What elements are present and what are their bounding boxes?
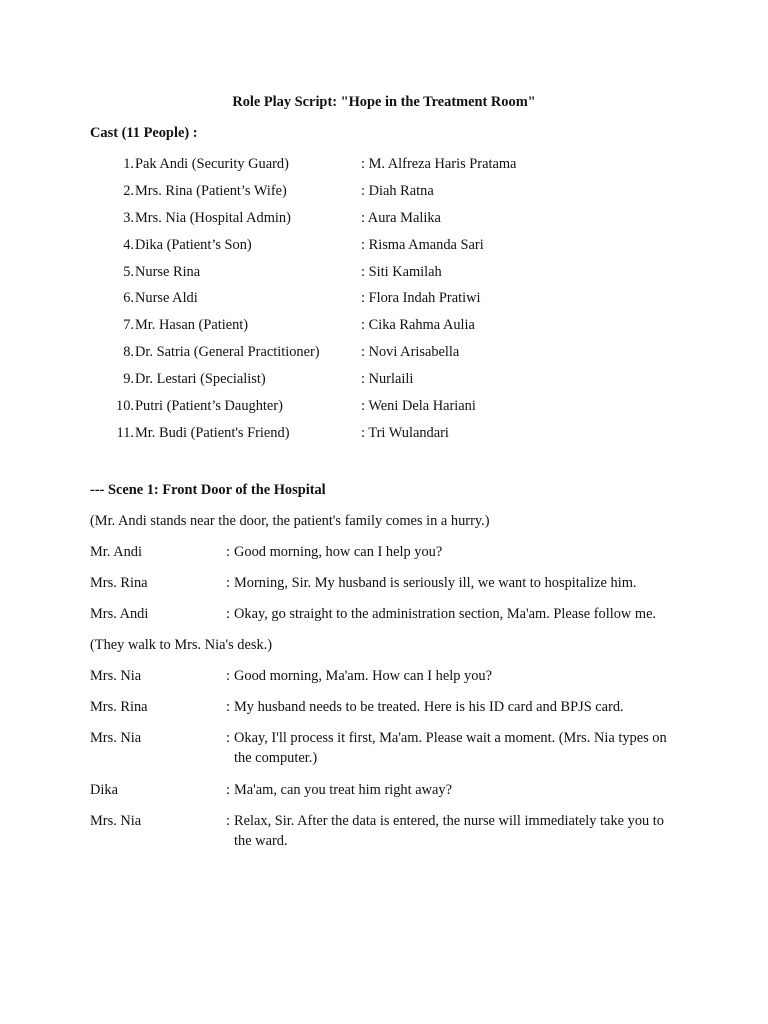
cast-item-role: Nurse Aldi — [135, 290, 198, 307]
dialogue-speaker: Dika — [90, 782, 118, 798]
dialogue-speech: : Ma'am, can you treat him right away? — [226, 780, 678, 800]
scene-heading: --- Scene 1: Front Door of the Hospital — [90, 482, 326, 498]
cast-item — [0, 316, 768, 343]
dialogue-speech: : Good morning, how can I help you? — [226, 542, 678, 562]
cast-item-number: 8. — [123, 344, 134, 361]
cast-item-number: 11. — [116, 424, 134, 441]
cast-item-actor: : Risma Amanda Sari — [361, 236, 484, 253]
cast-item — [0, 343, 768, 370]
cast-item-role: Pak Andi (Security Guard) — [135, 156, 289, 172]
cast-item-actor: : M. Alfreza Haris Pratama — [361, 156, 517, 172]
cast-item-role: Mr. Hasan (Patient) — [135, 317, 249, 334]
cast-item-role: Mrs. Nia (Hospital Admin) — [135, 209, 291, 226]
cast-item — [0, 397, 768, 424]
cast-item — [0, 370, 768, 397]
cast-item-role: Dr. Lestari (Specialist) — [135, 371, 266, 388]
cast-item-number: 10. — [116, 398, 134, 415]
cast-item-number: 7. — [123, 317, 134, 334]
cast-item-number: 2. — [123, 182, 134, 199]
cast-item-role: Nurse Rina — [135, 263, 201, 280]
cast-item-actor: : Aura Malika — [361, 209, 441, 226]
cast-item-number: 6. — [123, 290, 134, 307]
cast-item — [0, 263, 768, 290]
dialogue-speaker: Mrs. Andi — [90, 606, 149, 622]
dialogue-text: Okay, I'll process it first, Ma'am. Please wait a moment. (Mrs. Nia types on the computer.) — [234, 730, 667, 766]
cast-list — [0, 155, 768, 451]
dialogue-text: Okay, go straight to the administration section, Ma'am. Please follow me. — [234, 606, 657, 622]
stage-direction: (Mr. Andi stands near the door, the patient's family comes in a hurry.) — [90, 513, 490, 529]
dialogue-text: Ma'am, can you treat him right away? — [234, 782, 452, 798]
dialogue-text: Good morning, Ma'am. How can I help you? — [234, 668, 492, 684]
cast-item-actor: : Cika Rahma Aulia — [361, 317, 475, 334]
dialogue-text: Relax, Sir. After the data is entered, the nurse will immediately take you to the ward. — [234, 813, 665, 849]
cast-item — [0, 236, 768, 263]
cast-item-actor: : Nurlaili — [361, 371, 414, 388]
cast-item-actor: : Weni Dela Hariani — [361, 398, 476, 415]
cast-item-role: Dr. Satria (General Practitioner) — [135, 344, 320, 361]
dialogue-speech: : Relax, Sir. After the data is entered, the nurse will immediately take you to the ward. — [226, 811, 678, 851]
cast-item — [0, 289, 768, 316]
cast-item-number: 3. — [123, 209, 134, 226]
stage-direction: (They walk to Mrs. Nia's desk.) — [90, 637, 273, 653]
dialogue-speech: : Morning, Sir. My husband is seriously ill, we want to hospitalize him. — [226, 573, 678, 593]
cast-item-actor: : Diah Ratna — [361, 182, 434, 199]
dialogue-text: Good morning, how can I help you? — [234, 544, 443, 560]
cast-item — [0, 155, 768, 182]
dialogue-speech: : Okay, go straight to the administration section, Ma'am. Please follow me. — [226, 604, 678, 624]
dialogue-speaker: Mrs. Nia — [90, 730, 142, 746]
dialogue-text: My husband needs to be treated. Here is his ID card and BPJS card. — [234, 699, 624, 715]
dialogue-speaker: Mrs. Nia — [90, 668, 142, 684]
cast-item-number: 5. — [123, 263, 134, 280]
dialogue-speech: : Okay, I'll process it first, Ma'am. Please wait a moment. (Mrs. Nia types on the computer.) — [226, 728, 678, 768]
cast-item-actor: : Tri Wulandari — [361, 424, 449, 441]
script-title: Role Play Script: "Hope in the Treatment Room" — [232, 94, 536, 110]
dialogue-speaker: Mr. Andi — [90, 544, 142, 560]
cast-item — [0, 424, 768, 451]
cast-item — [0, 209, 768, 236]
dialogue-speaker: Mrs. Rina — [90, 699, 148, 715]
cast-heading: Cast (11 People) : — [90, 125, 198, 141]
cast-item-actor: : Novi Arisabella — [361, 344, 460, 361]
cast-item-number: 1. — [123, 156, 134, 172]
dialogue-speech: : Good morning, Ma'am. How can I help you? — [226, 666, 678, 686]
cast-item-role: Mrs. Rina (Patient’s Wife) — [135, 182, 287, 199]
dialogue-speaker: Mrs. Rina — [90, 575, 148, 591]
cast-item-number: 9. — [123, 371, 134, 388]
cast-item-role: Putri (Patient’s Daughter) — [135, 398, 283, 415]
cast-item — [0, 182, 768, 209]
cast-item-actor: : Siti Kamilah — [361, 263, 442, 280]
cast-item-actor: : Flora Indah Pratiwi — [361, 290, 481, 307]
dialogue-text: Morning, Sir. My husband is seriously ill, we want to hospitalize him. — [234, 575, 637, 591]
dialogue-speaker: Mrs. Nia — [90, 813, 142, 829]
cast-item-number: 4. — [123, 236, 134, 253]
cast-item-role: Mr. Budi (Patient's Friend) — [135, 424, 290, 441]
cast-item-role: Dika (Patient’s Son) — [135, 236, 252, 253]
dialogue-speech: : My husband needs to be treated. Here is his ID card and BPJS card. — [226, 697, 678, 717]
